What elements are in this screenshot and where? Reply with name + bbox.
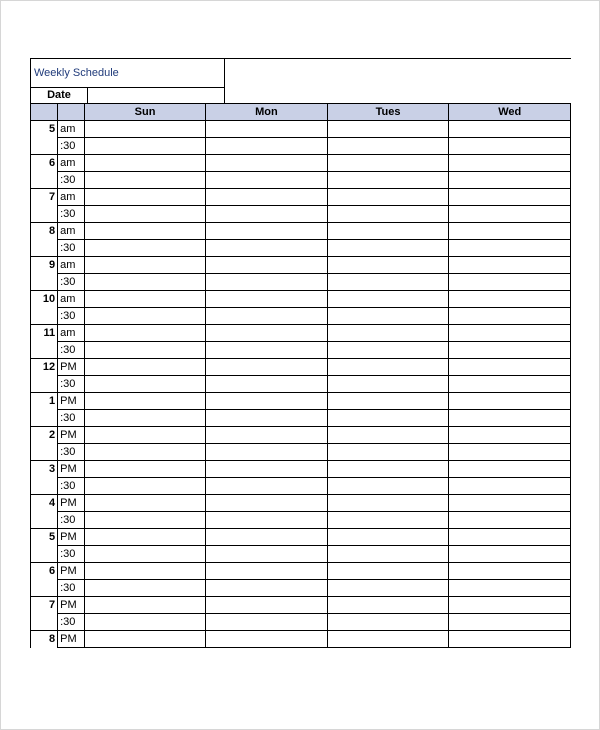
schedule-cell-sun[interactable] xyxy=(84,342,205,359)
schedule-cell-wed[interactable] xyxy=(449,580,571,597)
schedule-cell-tues[interactable] xyxy=(327,274,449,291)
time-label-cell: :30 xyxy=(58,614,85,631)
schedule-cell-mon[interactable] xyxy=(206,461,327,478)
time-slot-row xyxy=(31,546,571,563)
schedule-cell-tues[interactable] xyxy=(327,631,449,648)
time-label-cell: :30 xyxy=(58,546,85,563)
time-slot-row xyxy=(31,121,571,138)
time-slot-row xyxy=(31,410,571,427)
schedule-cell-sun[interactable] xyxy=(84,427,205,444)
schedule-cell-tues[interactable] xyxy=(327,410,449,427)
schedule-cell-mon[interactable] xyxy=(206,342,327,359)
time-label-cell: :30 xyxy=(58,342,85,359)
time-slot-row xyxy=(31,444,571,461)
schedule-cell-tues[interactable] xyxy=(327,172,449,189)
schedule-cell-wed[interactable] xyxy=(449,189,571,206)
hour-cell: 8 xyxy=(31,223,58,240)
schedule-cell-sun[interactable] xyxy=(84,529,205,546)
header-corner-ampm xyxy=(58,104,85,121)
schedule-cell-wed[interactable] xyxy=(449,597,571,614)
schedule-title: Weekly Schedule xyxy=(34,67,119,79)
schedule-cell-tues[interactable] xyxy=(327,478,449,495)
time-label-cell: am xyxy=(58,155,85,172)
schedule-cell-mon[interactable] xyxy=(206,444,327,461)
time-label-cell: PM xyxy=(58,563,85,580)
time-label-cell: :30 xyxy=(58,512,85,529)
time-label-cell: am xyxy=(58,291,85,308)
schedule-cell-tues[interactable] xyxy=(327,291,449,308)
schedule-cell-wed[interactable] xyxy=(449,614,571,631)
schedule-cell-wed[interactable] xyxy=(449,393,571,410)
schedule-cell-mon[interactable] xyxy=(206,393,327,410)
schedule-cell-wed[interactable] xyxy=(449,376,571,393)
schedule-cell-wed[interactable] xyxy=(449,495,571,512)
time-label-cell: PM xyxy=(58,495,85,512)
time-slot-row xyxy=(31,631,571,648)
schedule-cell-tues[interactable] xyxy=(327,597,449,614)
schedule-cell-tues[interactable] xyxy=(327,393,449,410)
hour-cell xyxy=(31,308,58,325)
schedule-cell-sun[interactable] xyxy=(84,614,205,631)
schedule-cell-mon[interactable] xyxy=(206,563,327,580)
schedule-cell-mon[interactable] xyxy=(206,274,327,291)
hour-cell: 4 xyxy=(31,495,58,512)
schedule-cell-wed[interactable] xyxy=(449,223,571,240)
schedule-cell-sun[interactable] xyxy=(84,597,205,614)
schedule-cell-sun[interactable] xyxy=(84,393,205,410)
time-label-cell: am xyxy=(58,189,85,206)
schedule-cell-tues[interactable] xyxy=(327,240,449,257)
time-slot-row xyxy=(31,291,571,308)
hour-cell: 1 xyxy=(31,393,58,410)
schedule-cell-sun[interactable] xyxy=(84,274,205,291)
schedule-cell-mon[interactable] xyxy=(206,512,327,529)
schedule-cell-wed[interactable] xyxy=(449,546,571,563)
schedule-cell-wed[interactable] xyxy=(449,257,571,274)
schedule-cell-wed[interactable] xyxy=(449,444,571,461)
time-slot-row xyxy=(31,189,571,206)
schedule-cell-mon[interactable] xyxy=(206,495,327,512)
schedule-cell-mon[interactable] xyxy=(206,240,327,257)
schedule-cell-tues[interactable] xyxy=(327,512,449,529)
hour-cell xyxy=(31,138,58,155)
schedule-cell-sun[interactable] xyxy=(84,308,205,325)
time-slot-row xyxy=(31,376,571,393)
schedule-cell-wed[interactable] xyxy=(449,172,571,189)
schedule-cell-sun[interactable] xyxy=(84,240,205,257)
schedule-cell-mon[interactable] xyxy=(206,121,327,138)
schedule-cell-wed[interactable] xyxy=(449,121,571,138)
date-label: Date xyxy=(47,89,71,101)
schedule-cell-mon[interactable] xyxy=(206,172,327,189)
hour-cell: 6 xyxy=(31,155,58,172)
schedule-grid-body xyxy=(31,121,571,648)
time-slot-row xyxy=(31,223,571,240)
schedule-cell-wed[interactable] xyxy=(449,138,571,155)
schedule-cell-wed[interactable] xyxy=(449,325,571,342)
schedule-cell-wed[interactable] xyxy=(449,461,571,478)
hour-cell: 7 xyxy=(31,189,58,206)
schedule-cell-tues[interactable] xyxy=(327,546,449,563)
hour-cell: 2 xyxy=(31,427,58,444)
schedule-cell-sun[interactable] xyxy=(84,155,205,172)
time-label-cell: PM xyxy=(58,393,85,410)
schedule-cell-tues[interactable] xyxy=(327,427,449,444)
time-label-cell: :30 xyxy=(58,240,85,257)
time-slot-row xyxy=(31,512,571,529)
schedule-cell-tues[interactable] xyxy=(327,138,449,155)
schedule-cell-wed[interactable] xyxy=(449,427,571,444)
schedule-cell-wed[interactable] xyxy=(449,563,571,580)
header-corner-hour xyxy=(31,104,58,121)
time-slot-row xyxy=(31,325,571,342)
hour-cell xyxy=(31,274,58,291)
time-slot-row xyxy=(31,257,571,274)
time-slot-row xyxy=(31,342,571,359)
time-label-cell: am xyxy=(58,121,85,138)
schedule-cell-sun[interactable] xyxy=(84,172,205,189)
date-input-cell[interactable] xyxy=(87,87,225,104)
time-slot-row xyxy=(31,614,571,631)
hour-cell: 7 xyxy=(31,597,58,614)
time-label-cell: :30 xyxy=(58,444,85,461)
schedule-cell-wed[interactable] xyxy=(449,274,571,291)
day-header-tues[interactable]: Tues xyxy=(327,104,449,121)
schedule-cell-mon[interactable] xyxy=(206,376,327,393)
time-slot-row xyxy=(31,359,571,376)
schedule-cell-mon[interactable] xyxy=(206,427,327,444)
time-label-cell: PM xyxy=(58,597,85,614)
schedule-cell-tues[interactable] xyxy=(327,223,449,240)
time-slot-row xyxy=(31,563,571,580)
schedule-cell-sun[interactable] xyxy=(84,189,205,206)
schedule-cell-sun[interactable] xyxy=(84,444,205,461)
schedule-cell-wed[interactable] xyxy=(449,342,571,359)
schedule-cell-mon[interactable] xyxy=(206,478,327,495)
schedule-cell-tues[interactable] xyxy=(327,121,449,138)
schedule-cell-wed[interactable] xyxy=(449,359,571,376)
time-slot-row xyxy=(31,138,571,155)
time-slot-row xyxy=(31,240,571,257)
hour-cell: 5 xyxy=(31,121,58,138)
schedule-grid xyxy=(30,103,571,648)
day-header-mon[interactable]: Mon xyxy=(206,104,327,121)
hour-cell xyxy=(31,444,58,461)
schedule-cell-wed[interactable] xyxy=(449,631,571,648)
time-label-cell: :30 xyxy=(58,478,85,495)
hour-cell: 10 xyxy=(31,291,58,308)
schedule-cell-tues[interactable] xyxy=(327,342,449,359)
schedule-cell-sun[interactable] xyxy=(84,512,205,529)
schedule-cell-mon[interactable] xyxy=(206,155,327,172)
day-header-sun[interactable]: Sun xyxy=(84,104,205,121)
spreadsheet-area xyxy=(30,58,571,675)
time-label-cell: :30 xyxy=(58,308,85,325)
time-label-cell: :30 xyxy=(58,274,85,291)
schedule-cell-wed[interactable] xyxy=(449,206,571,223)
schedule-cell-wed[interactable] xyxy=(449,410,571,427)
time-label-cell: PM xyxy=(58,359,85,376)
time-slot-row xyxy=(31,172,571,189)
schedule-cell-mon[interactable] xyxy=(206,631,327,648)
time-label-cell: :30 xyxy=(58,172,85,189)
time-slot-row xyxy=(31,155,571,172)
schedule-cell-wed[interactable] xyxy=(449,291,571,308)
schedule-cell-tues[interactable] xyxy=(327,155,449,172)
schedule-cell-tues[interactable] xyxy=(327,444,449,461)
day-header-row xyxy=(31,104,571,121)
schedule-cell-mon[interactable] xyxy=(206,529,327,546)
schedule-cell-tues[interactable] xyxy=(327,495,449,512)
schedule-cell-tues[interactable] xyxy=(327,308,449,325)
schedule-cell-sun[interactable] xyxy=(84,478,205,495)
schedule-cell-sun[interactable] xyxy=(84,546,205,563)
schedule-cell-mon[interactable] xyxy=(206,614,327,631)
schedule-cell-tues[interactable] xyxy=(327,376,449,393)
hour-cell: 9 xyxy=(31,257,58,274)
schedule-cell-tues[interactable] xyxy=(327,529,449,546)
schedule-cell-sun[interactable] xyxy=(84,206,205,223)
time-label-cell: PM xyxy=(58,427,85,444)
time-slot-row xyxy=(31,597,571,614)
schedule-cell-sun[interactable] xyxy=(84,461,205,478)
hour-cell xyxy=(31,478,58,495)
schedule-cell-wed[interactable] xyxy=(449,512,571,529)
schedule-cell-sun[interactable] xyxy=(84,495,205,512)
time-label-cell: :30 xyxy=(58,206,85,223)
schedule-cell-mon[interactable] xyxy=(206,580,327,597)
schedule-cell-sun[interactable] xyxy=(84,580,205,597)
time-label-cell: PM xyxy=(58,461,85,478)
day-header-wed[interactable]: Wed xyxy=(449,104,571,121)
hour-cell xyxy=(31,614,58,631)
time-slot-row xyxy=(31,580,571,597)
hour-cell: 12 xyxy=(31,359,58,376)
hour-cell: 11 xyxy=(31,325,58,342)
hour-cell xyxy=(31,342,58,359)
schedule-cell-mon[interactable] xyxy=(206,597,327,614)
time-label-cell: :30 xyxy=(58,138,85,155)
hour-cell: 5 xyxy=(31,529,58,546)
schedule-cell-mon[interactable] xyxy=(206,138,327,155)
schedule-cell-sun[interactable] xyxy=(84,257,205,274)
schedule-cell-sun[interactable] xyxy=(84,223,205,240)
schedule-cell-sun[interactable] xyxy=(84,563,205,580)
schedule-cell-tues[interactable] xyxy=(327,325,449,342)
time-label-cell: am xyxy=(58,223,85,240)
schedule-cell-tues[interactable] xyxy=(327,359,449,376)
schedule-cell-tues[interactable] xyxy=(327,189,449,206)
schedule-cell-sun[interactable] xyxy=(84,410,205,427)
hour-cell xyxy=(31,172,58,189)
hour-cell xyxy=(31,546,58,563)
schedule-cell-tues[interactable] xyxy=(327,206,449,223)
schedule-cell-mon[interactable] xyxy=(206,223,327,240)
time-label-cell: :30 xyxy=(58,410,85,427)
schedule-title-cell[interactable] xyxy=(30,58,225,88)
top-border-line xyxy=(224,58,571,59)
schedule-cell-sun[interactable] xyxy=(84,359,205,376)
schedule-cell-mon[interactable] xyxy=(206,325,327,342)
schedule-cell-mon[interactable] xyxy=(206,359,327,376)
schedule-cell-tues[interactable] xyxy=(327,580,449,597)
schedule-cell-mon[interactable] xyxy=(206,410,327,427)
hour-cell: 3 xyxy=(31,461,58,478)
schedule-cell-mon[interactable] xyxy=(206,308,327,325)
schedule-cell-sun[interactable] xyxy=(84,325,205,342)
schedule-cell-sun[interactable] xyxy=(84,631,205,648)
time-slot-row xyxy=(31,393,571,410)
hour-cell: 6 xyxy=(31,563,58,580)
schedule-cell-tues[interactable] xyxy=(327,257,449,274)
schedule-cell-mon[interactable] xyxy=(206,291,327,308)
date-label-cell xyxy=(30,87,88,104)
time-slot-row xyxy=(31,308,571,325)
schedule-cell-mon[interactable] xyxy=(206,206,327,223)
schedule-cell-tues[interactable] xyxy=(327,614,449,631)
schedule-cell-sun[interactable] xyxy=(84,138,205,155)
schedule-cell-sun[interactable] xyxy=(84,376,205,393)
time-slot-row xyxy=(31,529,571,546)
time-label-cell: PM xyxy=(58,631,85,648)
time-label-cell: am xyxy=(58,325,85,342)
schedule-cell-wed[interactable] xyxy=(449,478,571,495)
hour-cell xyxy=(31,410,58,427)
schedule-cell-mon[interactable] xyxy=(206,257,327,274)
time-slot-row xyxy=(31,461,571,478)
schedule-cell-wed[interactable] xyxy=(449,308,571,325)
schedule-cell-tues[interactable] xyxy=(327,461,449,478)
time-label-cell: :30 xyxy=(58,376,85,393)
time-slot-row xyxy=(31,206,571,223)
schedule-cell-mon[interactable] xyxy=(206,546,327,563)
schedule-cell-sun[interactable] xyxy=(84,121,205,138)
time-label-cell: :30 xyxy=(58,580,85,597)
hour-cell xyxy=(31,206,58,223)
hour-cell: 8 xyxy=(31,631,58,648)
schedule-cell-mon[interactable] xyxy=(206,189,327,206)
schedule-cell-sun[interactable] xyxy=(84,291,205,308)
time-slot-row xyxy=(31,274,571,291)
time-slot-row xyxy=(31,478,571,495)
schedule-cell-wed[interactable] xyxy=(449,240,571,257)
hour-cell xyxy=(31,580,58,597)
schedule-cell-wed[interactable] xyxy=(449,529,571,546)
schedule-cell-tues[interactable] xyxy=(327,563,449,580)
hour-cell xyxy=(31,240,58,257)
hour-cell xyxy=(31,376,58,393)
schedule-cell-wed[interactable] xyxy=(449,155,571,172)
time-label-cell: am xyxy=(58,257,85,274)
time-label-cell: PM xyxy=(58,529,85,546)
time-slot-row xyxy=(31,427,571,444)
time-slot-row xyxy=(31,495,571,512)
hour-cell xyxy=(31,512,58,529)
